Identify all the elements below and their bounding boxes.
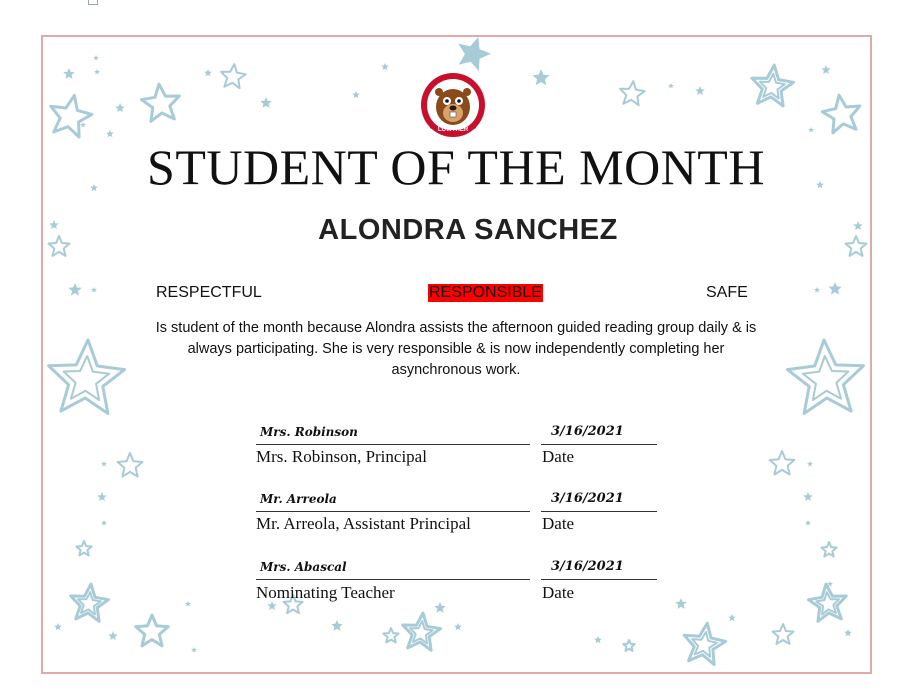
star-icon	[821, 65, 831, 74]
star-outline-icon	[383, 628, 398, 643]
star-outline-icon	[221, 64, 246, 88]
star-outline-icon	[752, 65, 794, 106]
star-outline-icon	[821, 542, 836, 557]
star-icon	[458, 37, 491, 71]
star-icon	[331, 620, 342, 631]
star-outline-icon	[403, 613, 441, 650]
star-outline-icon	[809, 584, 847, 621]
star-icon	[68, 283, 81, 296]
star-icon	[807, 461, 813, 466]
assistant-principal-signature: Mr. Arreola	[260, 492, 337, 506]
star-outline-icon	[684, 623, 725, 664]
star-icon	[94, 69, 100, 74]
star-outline-icon	[770, 451, 795, 475]
star-icon	[668, 83, 674, 88]
beaver-mascot-icon	[420, 72, 486, 138]
star-icon	[115, 103, 125, 112]
star-icon	[532, 69, 549, 85]
star-icon	[204, 69, 212, 76]
star-icon	[97, 492, 107, 501]
principal-signature: Mrs. Robinson	[260, 425, 358, 439]
assistant-principal-signature-date: 3/16/2021	[551, 491, 624, 506]
star-icon	[352, 91, 360, 98]
certificate-title: STUDENT OF THE MONTH	[147, 139, 765, 195]
signature-line	[256, 579, 530, 580]
assistant-principal-label: Mr. Arreola, Assistant Principal	[256, 514, 471, 533]
star-icon	[803, 492, 813, 501]
star-outline-icon	[787, 340, 863, 414]
date-label: Date	[542, 514, 575, 533]
star-icon	[695, 86, 705, 95]
star-outline-icon	[51, 95, 92, 137]
star-icon	[828, 282, 841, 295]
date-line	[541, 444, 657, 445]
star-icon	[185, 601, 191, 606]
star-icon	[814, 287, 820, 292]
star-icon	[191, 647, 197, 652]
star-icon	[93, 55, 99, 60]
signature-line	[256, 511, 530, 512]
star-outline-icon	[71, 584, 109, 621]
star-outline-icon	[136, 615, 168, 646]
star-icon	[728, 614, 736, 621]
star-icon	[101, 461, 107, 466]
star-icon	[63, 68, 74, 79]
star-icon	[594, 636, 602, 643]
star-icon	[808, 127, 814, 132]
date-label: Date	[542, 583, 575, 602]
star-icon	[805, 520, 811, 525]
teacher-signature: Mrs. Abascal	[260, 560, 347, 574]
date-line	[541, 579, 657, 580]
star-inner-outline-icon	[803, 356, 849, 400]
star-outline-icon	[620, 81, 645, 105]
star-icon	[454, 623, 462, 630]
signature-line	[256, 444, 530, 445]
star-outline-icon	[773, 624, 794, 644]
student-name: ALONDRA SANCHEZ	[318, 214, 618, 246]
value-respectful: RESPECTFUL	[156, 284, 262, 301]
award-reason: Is student of the month because Alondra assists the afternoon guided reading group daily & is always participating. She is very responsible & is now independently completing her asynchronous work.	[155, 320, 757, 378]
value-safe: SAFE	[706, 284, 748, 301]
star-icon	[101, 520, 107, 525]
star-outline-icon	[118, 453, 143, 477]
star-icon	[381, 63, 389, 70]
star-outline-icon	[76, 541, 91, 556]
principal-label: Mrs. Robinson, Principal	[256, 447, 427, 466]
date-label: Date	[542, 447, 575, 466]
star-icon	[91, 287, 97, 292]
principal-signature-date: 3/16/2021	[551, 424, 624, 439]
star-icon	[675, 598, 686, 609]
teacher-signature-date: 3/16/2021	[551, 559, 624, 574]
value-responsible-highlighted: RESPONSIBLE	[429, 284, 542, 301]
star-inner-outline-icon	[64, 356, 110, 400]
nominating-teacher-label: Nominating Teacher	[256, 583, 395, 602]
star-outline-icon	[49, 340, 125, 414]
star-outline-icon	[142, 84, 180, 121]
star-icon	[844, 629, 852, 636]
star-icon	[80, 122, 86, 127]
star-icon	[54, 623, 62, 630]
star-icon	[108, 631, 118, 640]
star-outline-icon	[623, 640, 634, 651]
date-line	[541, 511, 657, 512]
star-outline-icon	[822, 95, 860, 133]
star-icon	[260, 97, 271, 108]
logo-text: LOWTHER	[437, 127, 469, 133]
star-icon	[106, 130, 114, 137]
star-icon	[434, 602, 445, 613]
